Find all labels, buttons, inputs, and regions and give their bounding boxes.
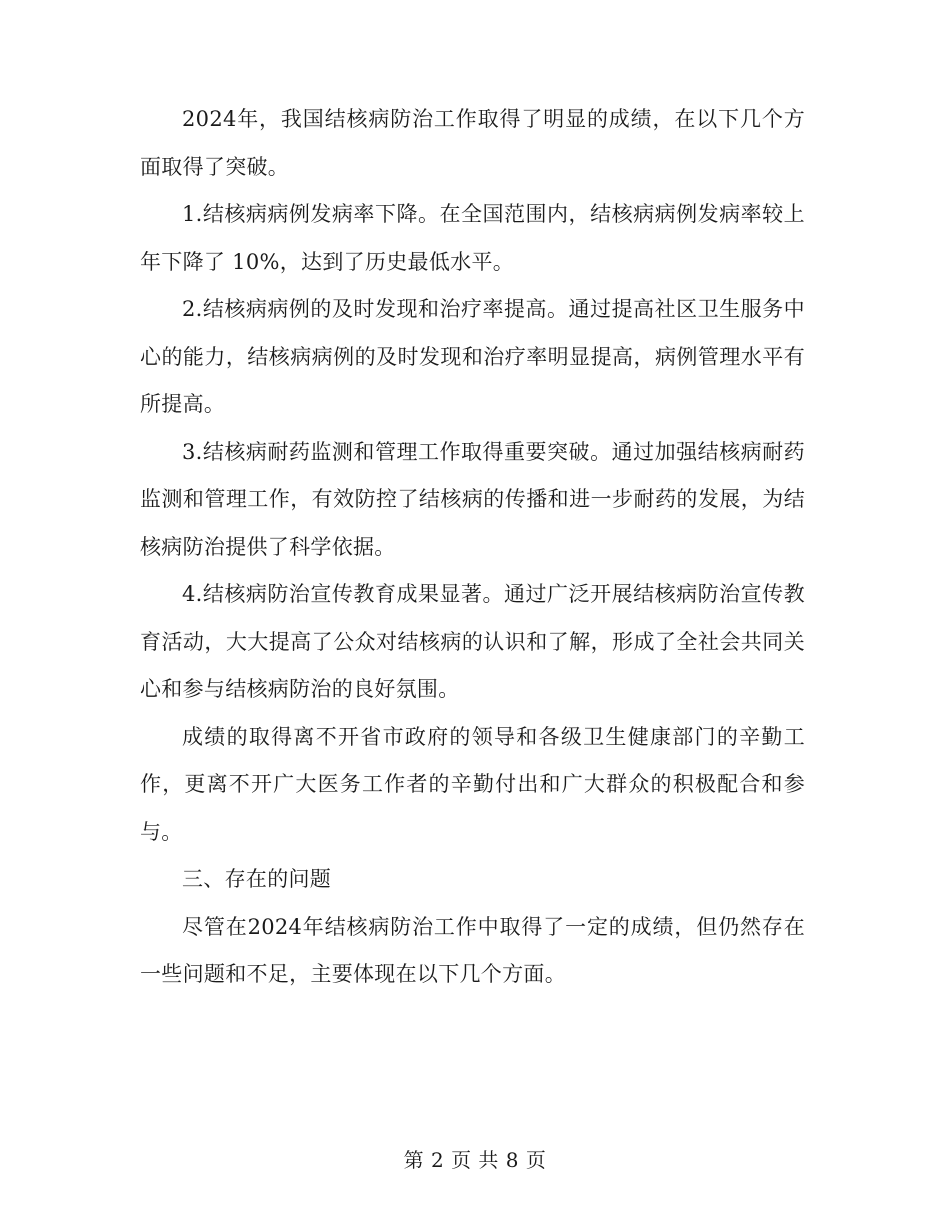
paragraph-acknowledgement: 成绩的取得离不开省市政府的领导和各级卫生健康部门的辛勤工作，更离不开广大医务工作者的辛勤付出和广大群众的积极配合和参与。 — [140, 724, 805, 844]
page-footer — [0, 1146, 950, 1174]
paragraph-item-3: 3.结核病耐药监测和管理工作取得重要突破。通过加强结核病耐药监测和管理工作，有效防控了结核病的传播和进一步耐药的发展，为结核病防治提供了科学依据。 — [140, 439, 805, 559]
paragraph-item-1: 1.结核病病例发病率下降。在全国范围内，结核病病例发病率较上年下降了 10%，达到了历史最低水平。 — [140, 202, 805, 274]
section-heading: 三、存在的问题 — [182, 867, 332, 891]
paragraph-item-2: 2.结核病病例的及时发现和治疗率提高。通过提高社区卫生服务中心的能力，结核病病例的及时发现和治疗率明显提高，病例管理水平有所提高。 — [140, 297, 805, 416]
paragraph-intro: 2024年，我国结核病防治工作取得了明显的成绩，在以下几个方面取得了突破。 — [140, 107, 805, 179]
paragraph-problems: 尽管在2024年结核病防治工作中取得了一定的成绩，但仍然存在一些问题和不足，主要体现在以下几个方面。 — [140, 914, 805, 986]
page-number: 第 2 页 共 8 页 — [403, 1148, 547, 1172]
document-body — [140, 96, 805, 999]
paragraph-item-4: 4.结核病防治宣传教育成果显著。通过广泛开展结核病防治宣传教育活动，大大提高了公众对结核病的认识和了解，形成了全社会共同关心和参与结核病防治的良好氛围。 — [140, 582, 805, 701]
